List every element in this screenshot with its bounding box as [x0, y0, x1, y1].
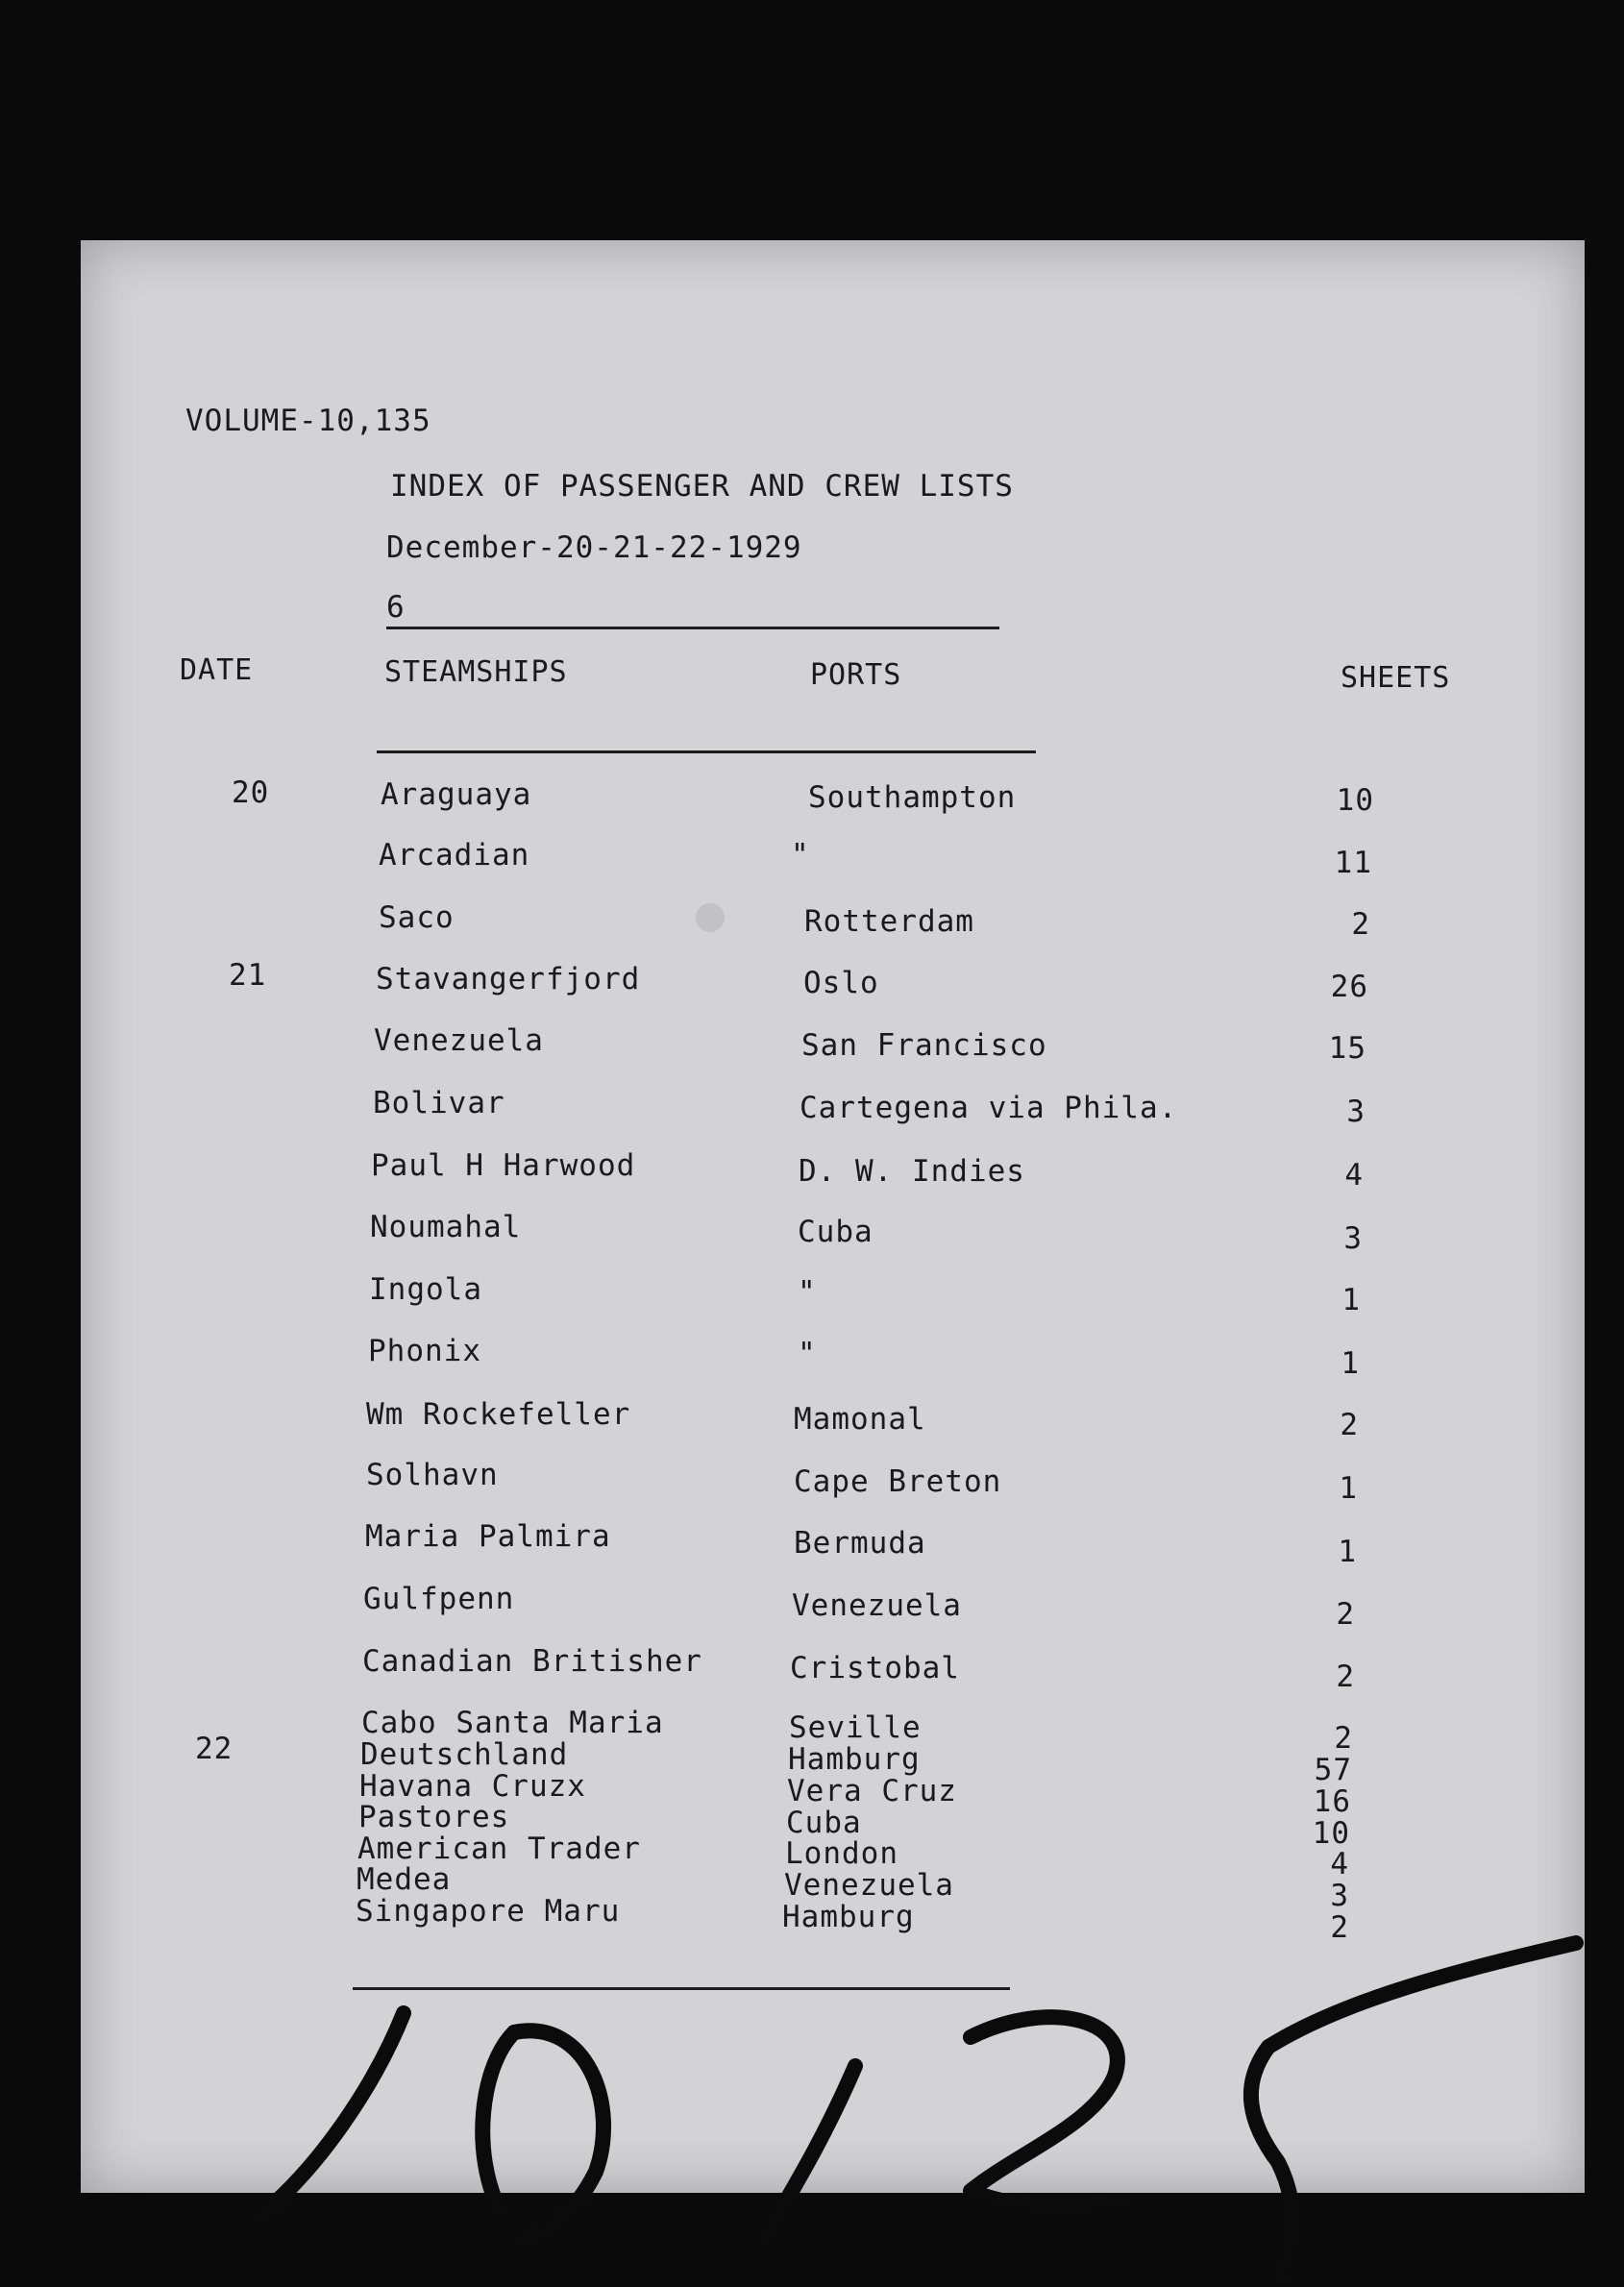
- list-number: 6: [386, 590, 406, 625]
- row-sheets: 4: [1330, 1847, 1349, 1881]
- row-port: ": [798, 1275, 817, 1310]
- row-ship: Paul H Harwood: [371, 1148, 636, 1183]
- row-port: ": [791, 838, 810, 873]
- row-port: Cuba: [786, 1806, 862, 1840]
- row-ship: Saco: [379, 900, 455, 935]
- row-sheets: 1: [1341, 1283, 1361, 1317]
- row-sheets: 3: [1346, 1094, 1366, 1129]
- row-sheets: 3: [1343, 1221, 1363, 1256]
- row-ship: Araguaya: [381, 777, 532, 812]
- row-ship: Phonix: [368, 1334, 481, 1368]
- row-ship: Cabo Santa Maria: [361, 1706, 664, 1740]
- row-ship: Maria Palmira: [365, 1519, 611, 1554]
- column-header-ports: PORTS: [810, 658, 902, 692]
- document-title: INDEX OF PASSENGER AND CREW LISTS: [390, 469, 1014, 504]
- row-port: Oslo: [803, 966, 879, 1000]
- row-sheets: 2: [1340, 1408, 1359, 1442]
- row-sheets: 2: [1336, 1660, 1355, 1694]
- row-port: ": [798, 1337, 817, 1371]
- row-ship: Gulfpenn: [363, 1582, 515, 1616]
- row-port: Mamonal: [794, 1402, 926, 1437]
- row-port: Vera Cruz: [787, 1774, 957, 1808]
- row-port: Hamburg: [782, 1900, 915, 1934]
- row-ship: Deutschland: [360, 1737, 569, 1772]
- row-port: Venezuela: [784, 1868, 954, 1903]
- row-ship: Ingola: [369, 1272, 482, 1307]
- row-port: Hamburg: [788, 1742, 921, 1777]
- row-ship: Wm Rockefeller: [366, 1397, 631, 1432]
- row-port: Venezuela: [792, 1588, 962, 1623]
- row-ship: Venezuela: [374, 1023, 544, 1058]
- column-header-rule: [377, 750, 1036, 753]
- row-ship: Singapore Maru: [356, 1894, 621, 1929]
- row-sheets: 2: [1330, 1910, 1349, 1945]
- row-sheets: 2: [1336, 1597, 1355, 1632]
- row-sheets: 1: [1341, 1346, 1360, 1381]
- row-sheets: 11: [1334, 846, 1372, 880]
- row-port: Cuba: [798, 1215, 874, 1249]
- row-sheets: 16: [1313, 1784, 1351, 1819]
- date-range: December-20-21-22-1929: [386, 530, 802, 565]
- row-ship: Solhavn: [366, 1458, 499, 1492]
- row-ship: Canadian Britisher: [362, 1644, 702, 1679]
- row-date: 22: [195, 1732, 234, 1766]
- row-port: D. W. Indies: [799, 1154, 1025, 1189]
- row-port: San Francisco: [801, 1028, 1047, 1063]
- row-ship: Havana Cruzx: [359, 1769, 586, 1804]
- row-date: 21: [229, 958, 267, 993]
- row-ship: Noumahal: [370, 1210, 522, 1244]
- footer-rule: [353, 1987, 1010, 1990]
- row-sheets: 10: [1312, 1816, 1350, 1851]
- column-header-date: DATE: [180, 653, 254, 687]
- row-port: Rotterdam: [804, 904, 974, 939]
- column-header-sheets: SHEETS: [1341, 661, 1451, 695]
- row-port: London: [785, 1836, 898, 1871]
- row-date: 20: [232, 775, 270, 810]
- row-ship: American Trader: [357, 1832, 641, 1866]
- row-port: Cartegena via Phila.: [800, 1091, 1178, 1125]
- row-port: Seville: [789, 1710, 922, 1745]
- row-ship: Pastores: [358, 1800, 510, 1834]
- header-underline: [386, 627, 999, 629]
- row-sheets: 15: [1328, 1031, 1366, 1066]
- row-ship: Bolivar: [373, 1086, 505, 1120]
- row-port: Cristobal: [790, 1651, 960, 1685]
- row-port: Cape Breton: [794, 1464, 1002, 1499]
- row-port: Bermuda: [794, 1526, 926, 1561]
- row-sheets: 4: [1344, 1158, 1364, 1193]
- row-ship: Medea: [357, 1862, 452, 1897]
- row-ship: Stavangerfjord: [376, 962, 641, 996]
- smudge-mark: [696, 903, 725, 932]
- row-sheets: 1: [1338, 1535, 1357, 1569]
- row-sheets: 1: [1339, 1471, 1358, 1506]
- volume-label: VOLUME-10,135: [185, 404, 431, 438]
- row-sheets: 3: [1330, 1879, 1349, 1913]
- row-sheets: 2: [1334, 1721, 1353, 1756]
- row-sheets: 26: [1330, 970, 1368, 1004]
- row-port: Southampton: [808, 780, 1017, 815]
- row-sheets: 57: [1314, 1753, 1352, 1787]
- row-sheets: 2: [1351, 907, 1370, 942]
- column-header-steamships: STEAMSHIPS: [384, 655, 568, 689]
- row-ship: Arcadian: [379, 838, 530, 873]
- row-sheets: 10: [1336, 783, 1374, 818]
